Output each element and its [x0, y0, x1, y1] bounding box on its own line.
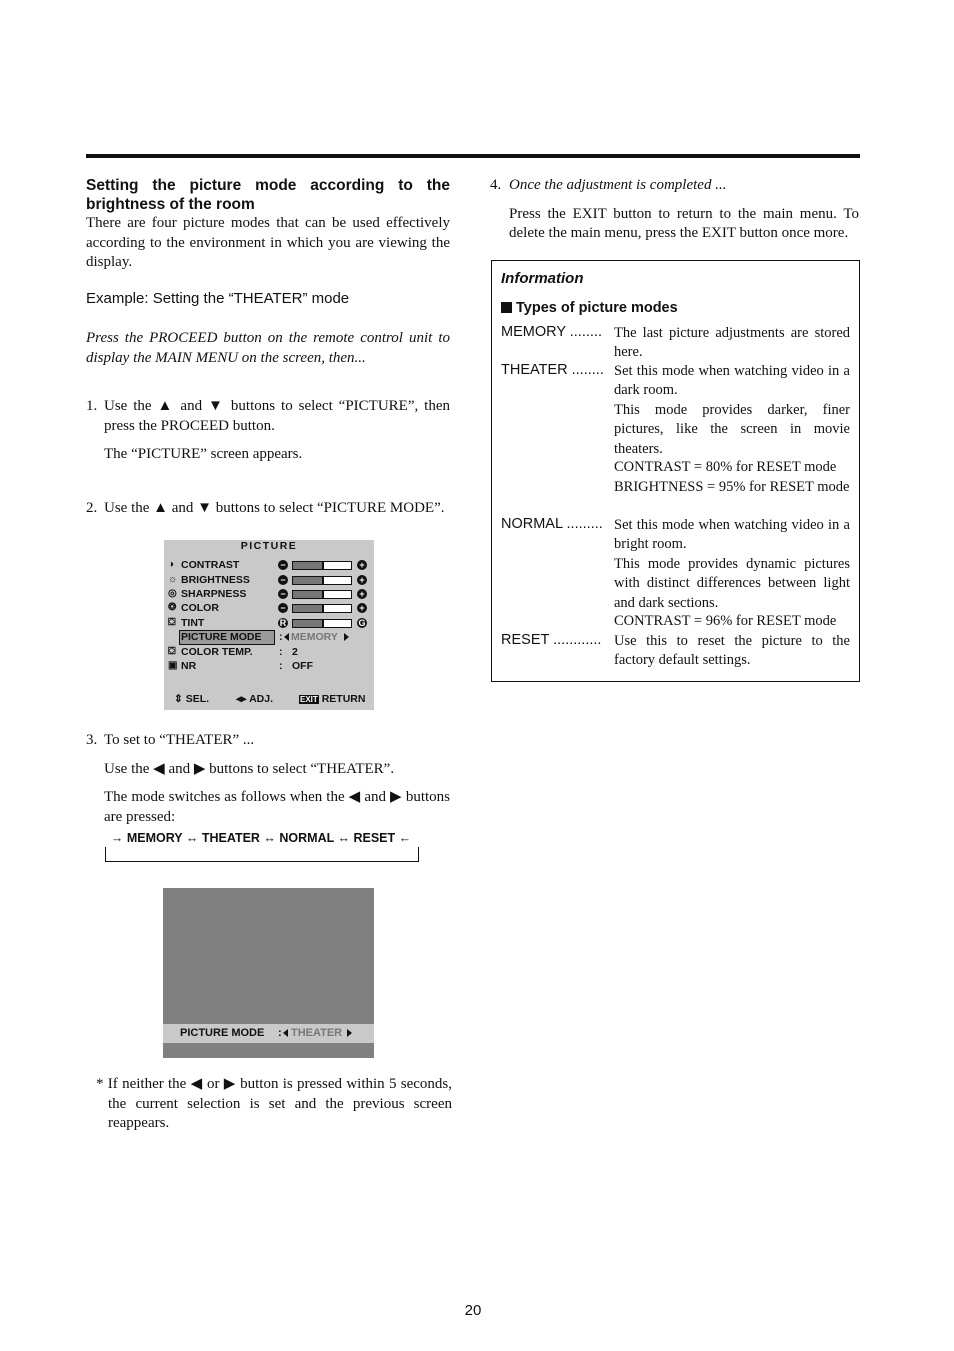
step-number: 2.	[86, 500, 98, 516]
minus-icon: −	[278, 575, 288, 585]
step-1	[86, 397, 450, 465]
desc-normal: Set this mode when watching video in a bright room.	[614, 517, 850, 553]
osd-row-nr	[168, 659, 368, 673]
section-heading: Setting the picture mode according to the brightness of the room	[86, 177, 450, 213]
minus-icon: −	[278, 603, 288, 613]
osd-label: COLOR TEMP.	[181, 646, 253, 658]
desc-memory: The last picture adjustments are stored here.	[614, 325, 850, 361]
step-text: Use the ▲ and ▼ buttons to select “PICTURE MODE”.	[104, 500, 445, 516]
color-icon: ❂	[168, 602, 177, 613]
cycle-text: MEMORY ↔ THEATER ↔ NORMAL ↔ RESET	[126, 831, 396, 845]
red-icon: R	[279, 618, 287, 628]
level-bar	[292, 590, 352, 599]
osd-label: PICTURE MODE	[180, 1027, 265, 1039]
loop-arrow-icon: →	[110, 831, 127, 845]
osd-colon: :	[278, 1027, 282, 1039]
osd-colon: :	[279, 660, 283, 672]
step-text: Use the ◀ and ▶ buttons to select “THEATER”.	[104, 760, 395, 777]
page-number: 20	[464, 1302, 482, 1319]
colortemp-icon: ⛋	[168, 646, 176, 657]
footer-label: ADJ.	[249, 693, 274, 705]
osd-row-color-temp	[168, 645, 368, 659]
step-number: 1.	[86, 398, 98, 414]
osd-label: SHARPNESS	[181, 588, 247, 600]
step-2	[86, 499, 450, 519]
desc-theater: Set this mode when watching video in a dark room.	[614, 363, 850, 399]
green-icon: G	[358, 618, 366, 628]
info-subtitle: Types of picture modes	[516, 300, 678, 316]
desc-theater-brightness: BRIGHTNESS = 95% for RESET mode	[614, 479, 850, 495]
osd-row-picture-mode	[168, 630, 368, 644]
osd-row-sharpness	[168, 587, 368, 601]
step-number: 3.	[86, 732, 98, 748]
osd-footer-adj	[236, 692, 273, 706]
plus-icon: +	[357, 560, 367, 570]
term-reset: RESET ............	[501, 632, 602, 648]
term-normal: NORMAL .........	[501, 516, 603, 532]
step-text: Use the ▲ and ▼ buttons to select “PICTURE”, then press the PROCEED button.	[104, 398, 450, 434]
right-arrow-icon	[347, 1024, 352, 1043]
footer-label: SEL.	[185, 693, 210, 705]
intro-paragraph: There are four picture modes that can be used effectively according to the environment in which you are viewing the display.	[86, 215, 450, 270]
osd-value: THEATER	[291, 1027, 343, 1039]
osd-colon: :	[279, 646, 283, 658]
step-4	[490, 176, 859, 244]
level-bar	[292, 561, 352, 570]
desc-normal-contrast: CONTRAST = 96% for RESET mode	[614, 613, 837, 629]
info-subtitle-row	[501, 300, 678, 316]
osd-row-tint	[168, 616, 368, 630]
desc-normal-2: This mode provides dynamic pictures with distinct differences between light and dark sections.	[614, 556, 850, 611]
tint-icon: ⛋	[168, 617, 176, 628]
mode-cycle-diagram	[101, 829, 421, 847]
level-bar	[292, 576, 352, 585]
osd-colon: :	[279, 631, 283, 643]
level-bar	[292, 619, 352, 628]
osd-row-color	[168, 601, 368, 615]
osd-value: 2	[292, 646, 298, 658]
square-bullet-icon	[501, 302, 512, 313]
minus-icon: −	[278, 589, 288, 599]
brightness-icon: ☼	[168, 574, 178, 585]
osd-label: NR	[181, 660, 197, 672]
information-box	[491, 260, 860, 682]
osd-row-contrast	[168, 558, 368, 572]
osd-value: OFF	[292, 660, 313, 672]
top-rule	[86, 154, 860, 158]
right-arrow-icon	[344, 630, 349, 644]
left-arrow-icon	[284, 630, 289, 644]
theater-preview-osd	[163, 888, 374, 1058]
osd-label: CONTRAST	[181, 559, 240, 571]
level-bar	[292, 604, 352, 613]
loop-arrow-icon: ←	[395, 831, 412, 845]
picture-mode-bar	[163, 1024, 374, 1043]
footer-label: RETURN	[321, 693, 366, 705]
term-theater: THEATER ........	[501, 362, 604, 378]
info-title: Information	[501, 270, 584, 287]
step-text: Press the EXIT button to return to the main menu. To delete the main menu, press the EXIT button once more.	[509, 205, 859, 241]
up-down-arrow-icon: ⇕	[174, 693, 183, 705]
minus-icon: −	[278, 560, 288, 570]
step-text: The “PICTURE” screen appears.	[104, 446, 303, 462]
plus-icon: +	[357, 575, 367, 585]
step-3	[86, 731, 450, 827]
osd-title: PICTURE	[240, 540, 298, 552]
osd-label: PICTURE MODE	[181, 631, 262, 643]
nr-icon: ▣	[168, 660, 178, 671]
desc-theater-contrast: CONTRAST = 80% for RESET mode	[614, 459, 837, 475]
sharpness-icon: ◎	[168, 588, 177, 599]
step-text: The mode switches as follows when the ◀ and ▶ buttons are pressed:	[104, 789, 450, 825]
desc-theater-2: This mode provides darker, finer pictures, like the screen in movie theaters.	[614, 402, 850, 457]
osd-label: COLOR	[181, 602, 219, 614]
osd-label: BRIGHTNESS	[181, 574, 250, 586]
timeout-note: * If neither the ◀ or ▶ button is pressed within 5 seconds, the current selection is set and the previous screen reappears.	[96, 1076, 452, 1131]
step-text: To set to “THEATER” ...	[104, 732, 255, 748]
osd-value: MEMORY	[291, 631, 338, 643]
example-caption: Example: Setting the “THEATER” mode	[86, 290, 350, 307]
osd-footer-sel	[174, 692, 209, 706]
picture-menu-osd	[164, 540, 374, 710]
left-arrow-icon	[283, 1024, 288, 1043]
osd-footer-return	[299, 692, 365, 707]
press-instruction: Press the PROCEED button on the remote control unit to display the MAIN MENU on the screen, then...	[86, 330, 450, 366]
plus-icon: +	[357, 589, 367, 599]
contrast-icon: ◑	[168, 559, 175, 570]
step-text: Once the adjustment is completed ...	[509, 177, 727, 193]
exit-icon: EXIT	[300, 695, 318, 704]
osd-label: TINT	[181, 617, 205, 629]
plus-icon: +	[357, 603, 367, 613]
left-right-arrow-icon: ◂▸	[236, 693, 247, 705]
term-memory: MEMORY ........	[501, 324, 602, 340]
desc-reset: Use this to reset the picture to the factory default settings.	[614, 633, 850, 669]
step-number: 4.	[490, 177, 502, 193]
osd-row-brightness	[168, 573, 368, 587]
